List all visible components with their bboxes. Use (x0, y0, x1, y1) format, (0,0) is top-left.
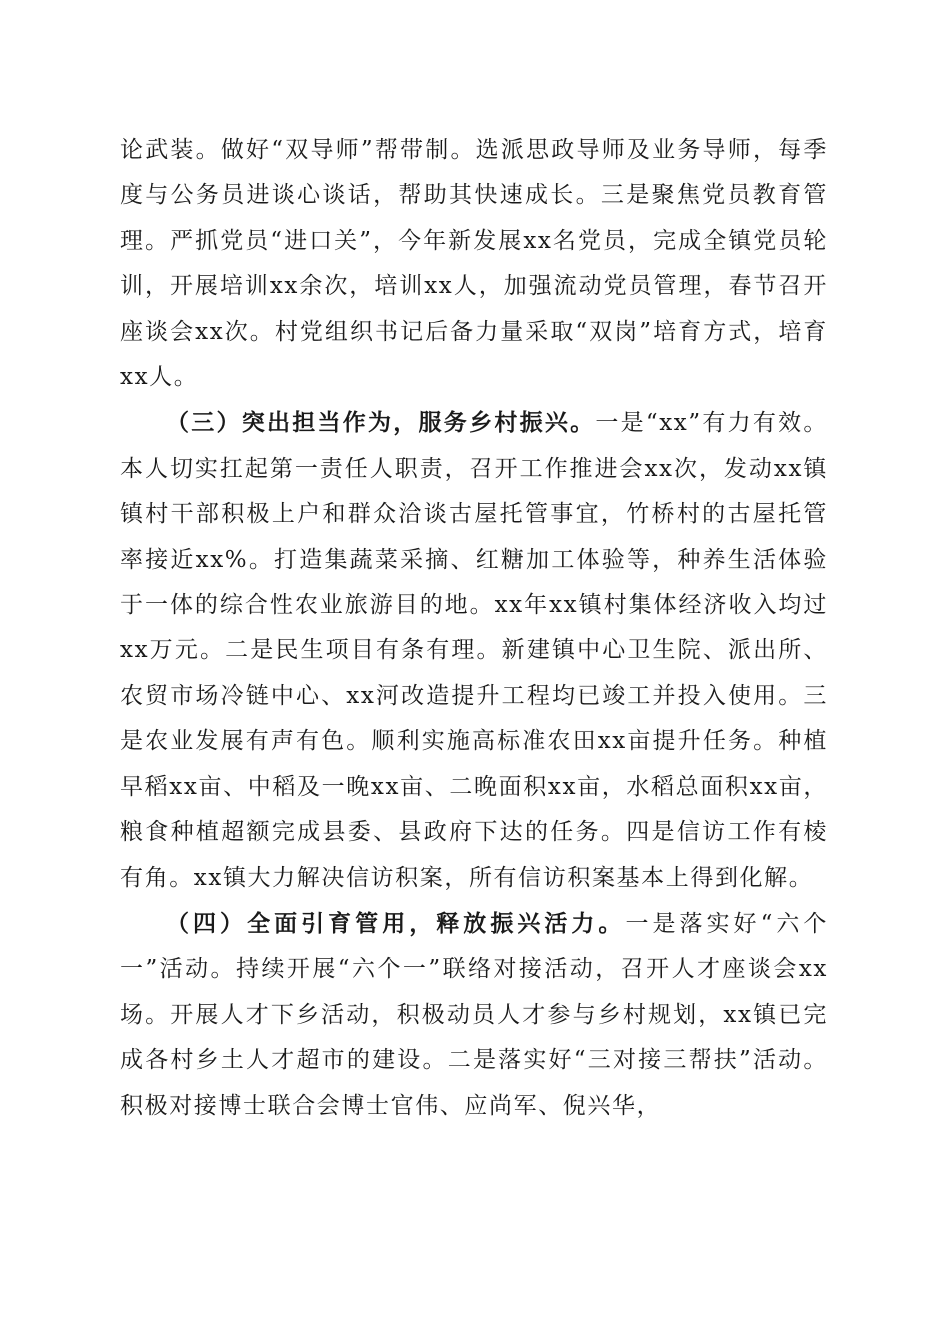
paragraph-1-text: 论武装。做好“双导师”帮带制。选派思政导师及业务导师，每季度与公务员进谈心谈话，帮助其快速成长。三是聚焦党员教育管理。严抓党员“进口关”，今年新发展xx名党员，完成全镇党员轮训，开展培训xx余次，培训xx人，加强流动党员管理，春节召开座谈会xx次。村党组织书记后备力量采取“双岗”培育方式，培育xx人。 (120, 137, 828, 391)
section-heading-3: （三）突出担当作为，服务乡村振兴。 (166, 409, 596, 437)
document-body (120, 128, 828, 1129)
section-heading-4: （四）全面引育管用，释放振兴活力。 (166, 909, 626, 937)
paragraph-3-text: 一是落实好“六个一”活动。持续开展“六个一”联络对接活动，召开人才座谈会xx场。开展人才下乡活动，积极动员人才参与乡村规划，xx镇已完成各村乡土人才超市的建设。二是落实好“三对接三帮扶”活动。积极对接博士联合会博士官伟、应尚军、倪兴华， (120, 910, 828, 1119)
paragraph-2 (120, 400, 828, 900)
paragraph-1 (120, 128, 828, 400)
paragraph-3 (120, 901, 828, 1129)
paragraph-2-text: 一是“xx”有力有效。本人切实扛起第一责任人职责，召开工作推进会xx次，发动xx镇镇村干部积极上户和群众洽谈古屋托管事宜，竹桥村的古屋托管率接近xx%。打造集蔬菜采摘、红糖加工体验等，种养生活体验于一体的综合性农业旅游目的地。xx年xx镇村集体经济收入均过xx万元。二是民生项目有条有理。新建镇中心卫生院、派出所、农贸市场冷链中心、xx河改造提升工程均已竣工并投入使用。三是农业发展有声有色。顺利实施高标准农田xx亩提升任务。种植早稻xx亩、中稻及一晚xx亩、二晚面积xx亩，水稻总面积xx亩，粮食种植超额完成县委、县政府下达的任务。四是信访工作有棱有角。xx镇大力解决信访积案，所有信访积案基本上得到化解。 (120, 410, 829, 891)
